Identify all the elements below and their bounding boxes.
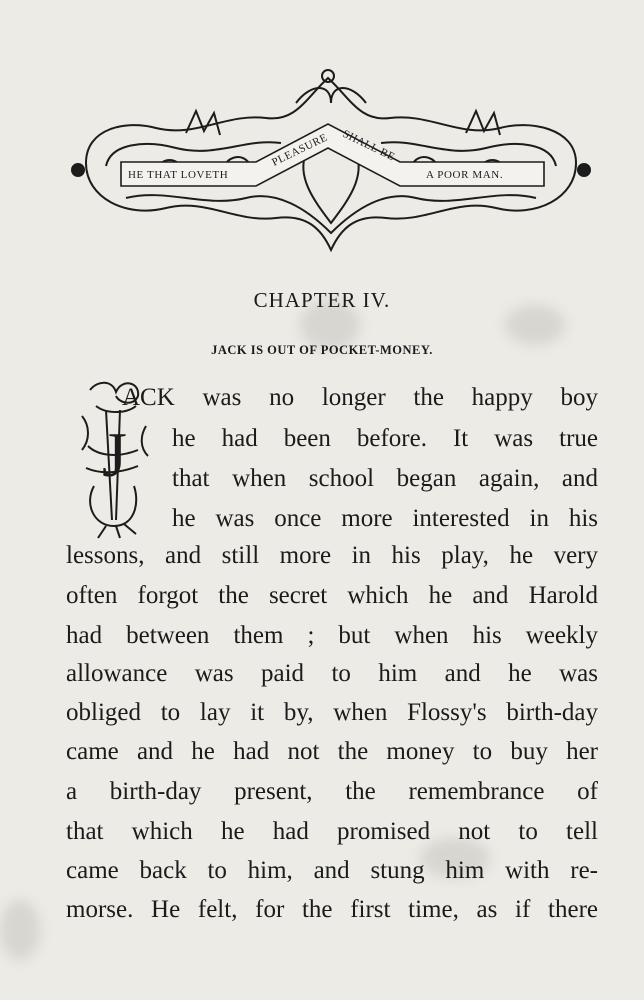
banner-text-mid2: SHALL BE — [340, 127, 397, 164]
text-line: he was once more interested in his — [172, 505, 598, 532]
chapter-subtitle: JACK IS OUT OF POCKET-MONEY. — [211, 343, 433, 357]
text-line: ACK was no longer the happy boy — [122, 384, 598, 411]
text-line: had between them ; but when his weekly — [66, 622, 598, 649]
text-line: obliged to lay it by, when Flossy's birth-day — [66, 699, 598, 726]
chapter-title: CHAPTER IV. — [253, 288, 391, 312]
text-line: came back to him, and stung him with re- — [66, 857, 598, 884]
banner-text-left: HE THAT LOVETH — [128, 169, 229, 181]
text-line: a birth-day present, the remembrance of — [66, 778, 598, 805]
chapter-headpiece-ornament — [66, 58, 596, 254]
text-line: that which he had promised not to tell — [66, 818, 598, 845]
banner-text-mid1: PLEASURE — [270, 131, 330, 169]
text-line: morse. He felt, for the first time, as if there — [66, 896, 598, 923]
text-line: he had been before. It was true — [172, 425, 598, 452]
text-line: often forgot the secret which he and Harold — [66, 582, 598, 609]
text-line: that when school began again, and — [172, 465, 598, 492]
text-line: came and he had not the money to buy her — [66, 738, 598, 765]
text-line: allowance was paid to him and he was — [66, 660, 598, 687]
banner-text-right: A POOR MAN. — [426, 169, 504, 181]
text-line: lessons, and still more in his play, he very — [66, 542, 598, 569]
foxing-stain — [0, 900, 40, 960]
dropcap-letter: J — [102, 419, 127, 490]
